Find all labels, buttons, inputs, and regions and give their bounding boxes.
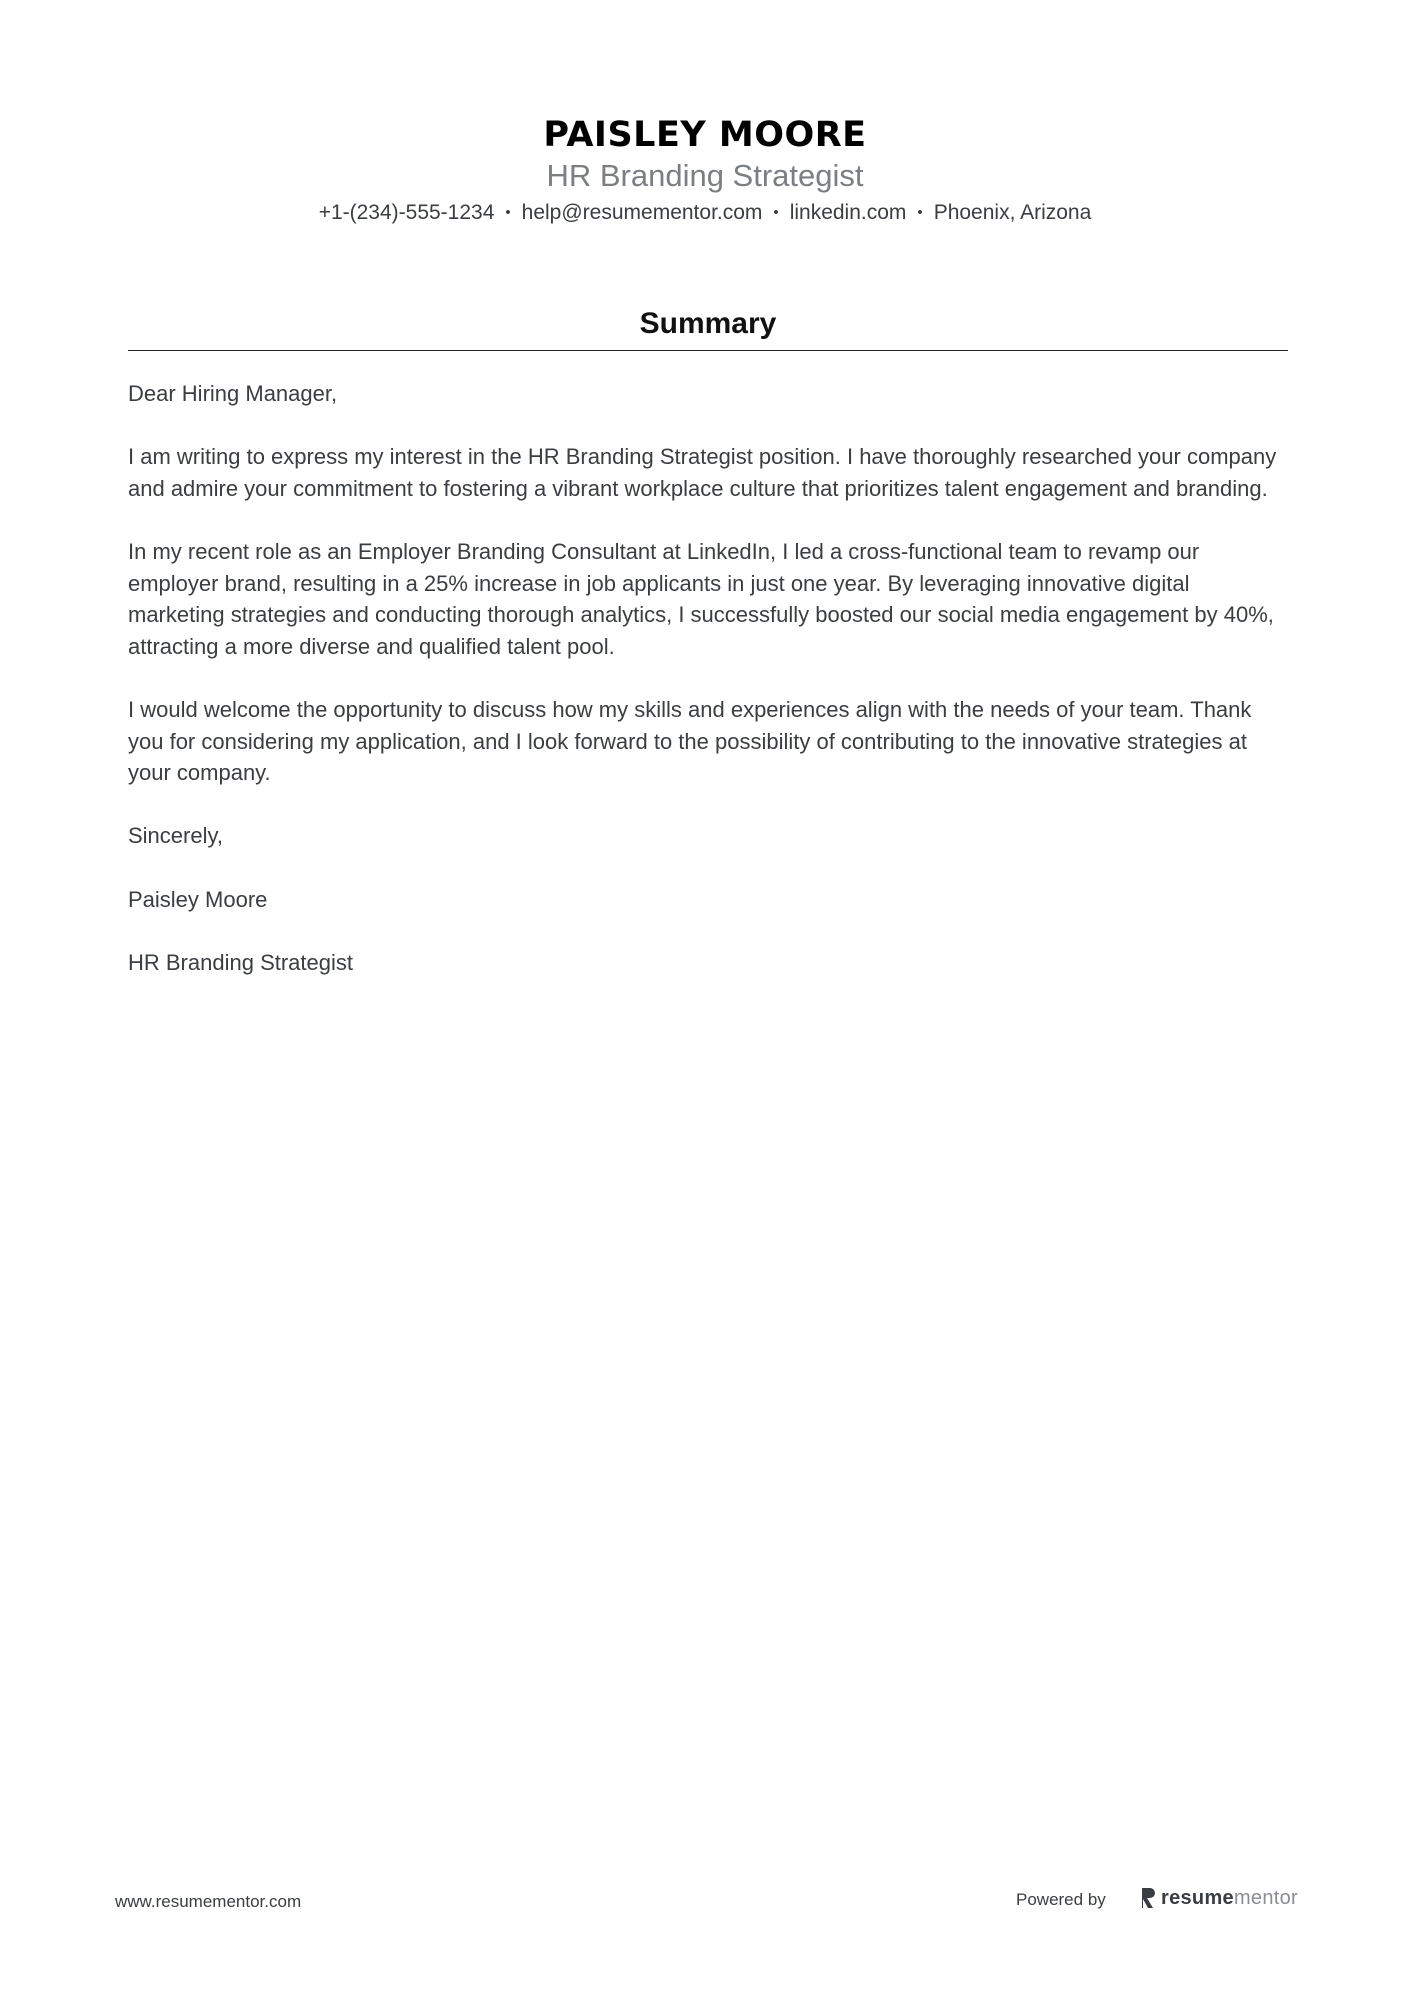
candidate-title: HR Branding Strategist	[546, 158, 864, 193]
contact-line	[0, 200, 1410, 226]
contact-location: Phoenix, Arizona	[933, 201, 1092, 224]
candidate-name: PAISLEY MOORE	[543, 115, 867, 155]
contact-separator: •	[505, 204, 511, 221]
footer-website-link[interactable]: www.resumementor.com	[115, 1892, 302, 1911]
contact-linkedin[interactable]: linkedin.com	[789, 201, 907, 224]
letter-paragraph-3: I would welcome the opportunity to discuss how my skills and experiences align with the needs of your team. Thank you for considering my application, and I look forward to the possibility of contributing to the innovative strategies at your company.	[128, 696, 1252, 786]
brand-wordmark-mentor: mentor	[1233, 1886, 1298, 1909]
contact-email[interactable]: help@resumementor.com	[521, 201, 763, 224]
letter-paragraph-2: In my recent role as an Employer Branding Consultant at LinkedIn, I led a cross-functional team to revamp our employer brand, resulting in a 25% increase in job applicants in just one year. By leveraging innovative digital marketing strategies and conducting thorough analytics, I successfully boosted our social media engagement by 40%, attracting a more diverse and qualified talent pool.	[128, 538, 1274, 659]
letter-salutation: Dear Hiring Manager,	[128, 381, 338, 406]
contact-separator: •	[773, 204, 779, 221]
section-title-summary: Summary	[639, 307, 777, 340]
contact-phone: +1-(234)-555-1234	[318, 201, 495, 224]
letter-body	[128, 378, 1288, 1010]
letter-paragraph-1: I am writing to express my interest in the HR Branding Strategist position. I have thoroughly researched your company and admire your commitment to fostering a vibrant workplace culture that prioritizes talent engagement and branding.	[128, 444, 1277, 501]
resumementor-logo-icon	[1140, 1887, 1156, 1909]
signature-title: HR Branding Strategist	[128, 949, 353, 975]
section-divider	[128, 350, 1288, 351]
powered-by-label: Powered by	[1016, 1890, 1106, 1909]
letter-header	[0, 112, 1410, 226]
brand-wordmark-resume: resume	[1161, 1886, 1234, 1909]
signature-name: Paisley Moore	[128, 886, 268, 912]
brand-wordmark	[1161, 1887, 1298, 1910]
letter-closing: Sincerely,	[128, 823, 223, 849]
contact-separator: •	[917, 204, 923, 221]
resumementor-brand-logo[interactable]	[1140, 1885, 1298, 1911]
